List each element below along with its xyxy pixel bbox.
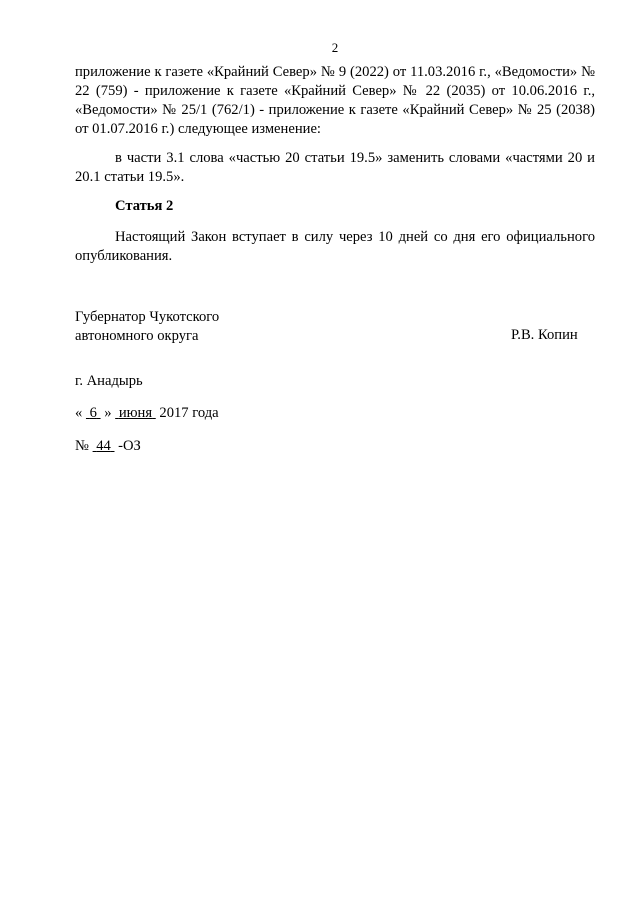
page-number: 2 xyxy=(331,40,339,55)
date-month: июня xyxy=(118,405,153,421)
paragraph-continuation: приложение к газете «Крайний Север» № 9 (2022) от 11.03.2016 г., «Ведомости» № 22 (759) - приложение к газете «Крайний Север» № 22 (2035) от 10.06.2016 г., «Ведомости» № 25/1 (762/1) - приложение к газете «Крайний Север» № 25 (2038) от 01.07.2016 г.) следующее изменение: xyxy=(75,64,595,137)
date-day: 6 xyxy=(89,405,97,421)
law-number-prefix: № xyxy=(75,438,89,454)
amendment-paragraph: в части 3.1 слова «частью 20 статьи 19.5» заменить словами «частями 20 и 20.1 статьи 19.5». xyxy=(75,150,595,185)
signature-title xyxy=(75,308,219,346)
article-heading: Статья 2 xyxy=(115,198,174,214)
law-number-line xyxy=(75,437,141,456)
law-number-suffix: -ОЗ xyxy=(118,438,141,454)
date-close-quote: » xyxy=(104,405,112,421)
signature-title-line1: Губернатор Чукотского xyxy=(75,309,220,325)
article-paragraph: Настоящий Закон вступает в силу через 10 дней со дня его официального опубликования. xyxy=(75,229,595,264)
date-line xyxy=(75,404,219,423)
law-number-value: 44 xyxy=(96,438,111,454)
signature-title-line2: автономного округа xyxy=(75,328,199,344)
city: г. Анадырь xyxy=(75,373,143,389)
date-year: 2017 года xyxy=(159,405,219,421)
signature-name: Р.В. Копин xyxy=(511,327,578,343)
date-open-quote: « xyxy=(75,405,83,421)
